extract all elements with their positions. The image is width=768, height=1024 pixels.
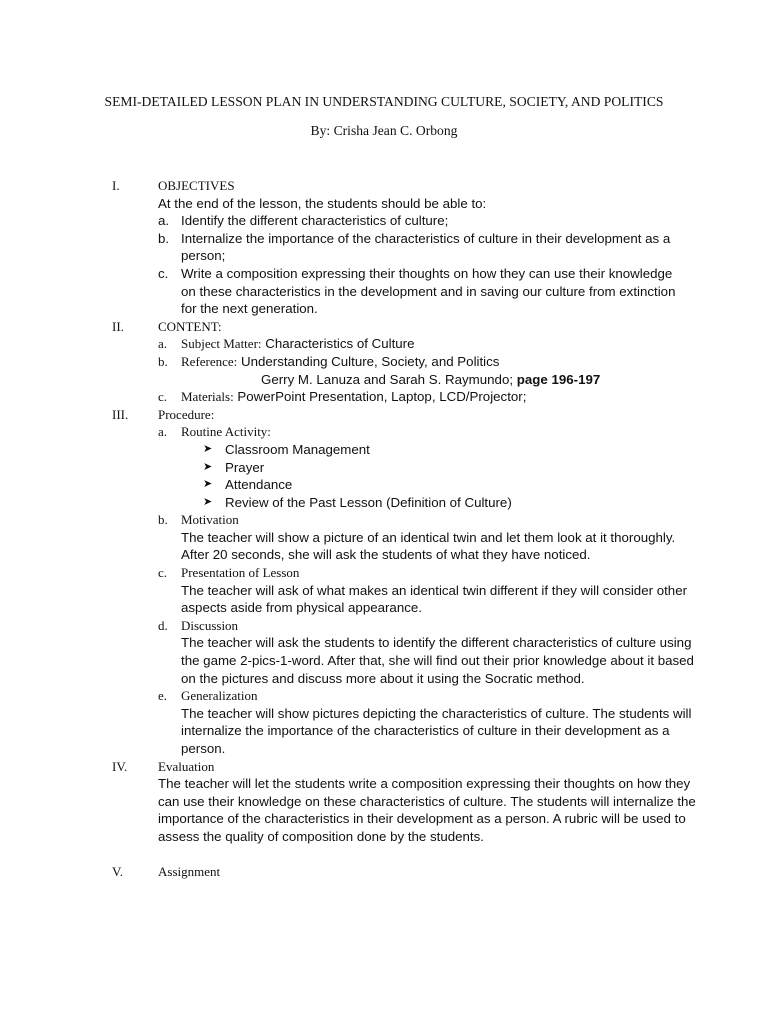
- procedure-item-generalization: [158, 687, 701, 757]
- item-text: Characteristics of Culture: [261, 336, 415, 352]
- item-letter: b.: [158, 353, 168, 369]
- routine-bullet-list: [181, 441, 681, 511]
- content-item-materials: [158, 388, 681, 406]
- item-letter: b.: [158, 512, 168, 528]
- section-procedure: [0, 406, 768, 758]
- arrowhead-bullet-icon: ➤: [203, 460, 213, 473]
- section-number: I.: [112, 178, 120, 193]
- list-item: [203, 494, 681, 512]
- item-text: The teacher will show a picture of an identical twin and let them look at it thoroughly. After 20 seconds, she will ask the students of what they have noticed.: [181, 529, 676, 563]
- content-item-subject: [158, 335, 681, 353]
- item-letter: b.: [158, 230, 170, 246]
- objective-text: Internalize the importance of the characteristics of culture in their development as a person;: [181, 230, 671, 264]
- item-title: Presentation of Lesson: [181, 565, 300, 581]
- item-title: Discussion: [181, 617, 239, 633]
- item-letter: d.: [158, 617, 168, 633]
- section-number: II.: [112, 318, 124, 334]
- document-body: [0, 177, 768, 880]
- section-title: OBJECTIVES: [158, 178, 235, 193]
- section-title: CONTENT:: [158, 318, 222, 334]
- bullet-text: Review of the Past Lesson (Definition of Culture): [225, 494, 512, 510]
- item-letter: c.: [158, 565, 168, 581]
- document-byline: By: Crisha Jean C. Orbong: [310, 123, 458, 138]
- item-letter: e.: [158, 688, 168, 704]
- arrowhead-bullet-icon: ➤: [203, 442, 213, 455]
- objective-text: Identify the different characteristics of culture;: [181, 213, 449, 229]
- list-item: [203, 459, 681, 477]
- section-number: IV.: [112, 758, 128, 774]
- reference-authors: Gerry M. Lanuza and Sarah S. Raymundo;: [261, 371, 517, 387]
- section-content: [0, 318, 768, 406]
- objective-text: Write a composition expressing their thoughts on how they can use their knowledge on these characteristics in the development and in saving our culture from extinction for the next generation.: [181, 265, 676, 317]
- item-text: Understanding Culture, Society, and Politics: [237, 353, 500, 369]
- item-letter: a.: [158, 213, 170, 229]
- bullet-text: Attendance: [225, 477, 293, 493]
- section-title: Evaluation: [158, 758, 215, 774]
- item-text: PowerPoint Presentation, Laptop, LCD/Projector;: [233, 389, 527, 405]
- item-text: The teacher will ask of what makes an identical twin different if they will consider other aspects aside from physical appearance.: [181, 582, 688, 616]
- bullet-text: Prayer: [225, 459, 265, 475]
- item-title: Routine Activity:: [181, 424, 271, 440]
- bullet-text: Classroom Management: [225, 441, 370, 457]
- item-label: Materials:: [181, 389, 234, 405]
- objective-item: [158, 230, 681, 265]
- evaluation-text: The teacher will let the students write a composition expressing their thoughts on how they can use their knowledge on these characteristics of culture. The students will internalize the importance of the characteristics in their development as a person. A rubric will be used to assess the quality of composition done by the students.: [158, 776, 696, 844]
- item-text: The teacher will ask the students to identify the different characteristics of culture using the game 2-pics-1-word. After that, she will find out their prior knowledge about it based on the pictures and discuss more about it using the Socratic method.: [181, 635, 694, 686]
- list-item: [203, 476, 681, 494]
- item-letter: c.: [158, 389, 168, 405]
- item-text: The teacher will show pictures depicting the characteristics of culture. The students will internalize the importance of the characteristics of culture in their development as a person.: [181, 705, 692, 756]
- arrowhead-bullet-icon: ➤: [203, 478, 213, 491]
- objective-item: [158, 212, 681, 230]
- procedure-item-motivation: [158, 511, 701, 564]
- section-title: Assignment: [158, 863, 221, 879]
- document-title: SEMI-DETAILED LESSON PLAN IN UNDERSTANDING CULTURE, SOCIETY, AND POLITICS: [104, 94, 664, 109]
- objectives-intro: At the end of the lesson, the students should be able to:: [158, 195, 487, 211]
- section-number: III.: [112, 406, 129, 422]
- section-title: Procedure:: [158, 406, 215, 422]
- arrowhead-bullet-icon: ➤: [203, 495, 213, 508]
- procedure-item-routine: [158, 423, 681, 511]
- content-item-reference: [158, 353, 681, 388]
- section-assignment: [0, 863, 768, 881]
- section-evaluation: [0, 758, 768, 846]
- item-title: Generalization: [181, 688, 258, 704]
- procedure-item-discussion: [158, 617, 701, 687]
- procedure-item-presentation: [158, 564, 701, 617]
- objective-item: [158, 265, 681, 318]
- section-objectives: [0, 177, 768, 318]
- item-title: Motivation: [181, 512, 239, 528]
- item-letter: a.: [158, 424, 168, 440]
- reference-authors-line: [181, 371, 681, 389]
- section-number: V.: [112, 863, 123, 879]
- item-letter: a.: [158, 336, 168, 352]
- reference-pages: page 196-197: [516, 371, 601, 387]
- item-label: Subject Matter:: [181, 336, 262, 352]
- item-label: Reference:: [181, 353, 238, 369]
- item-letter: c.: [158, 265, 169, 281]
- list-item: [203, 441, 681, 459]
- spacer: [0, 846, 768, 863]
